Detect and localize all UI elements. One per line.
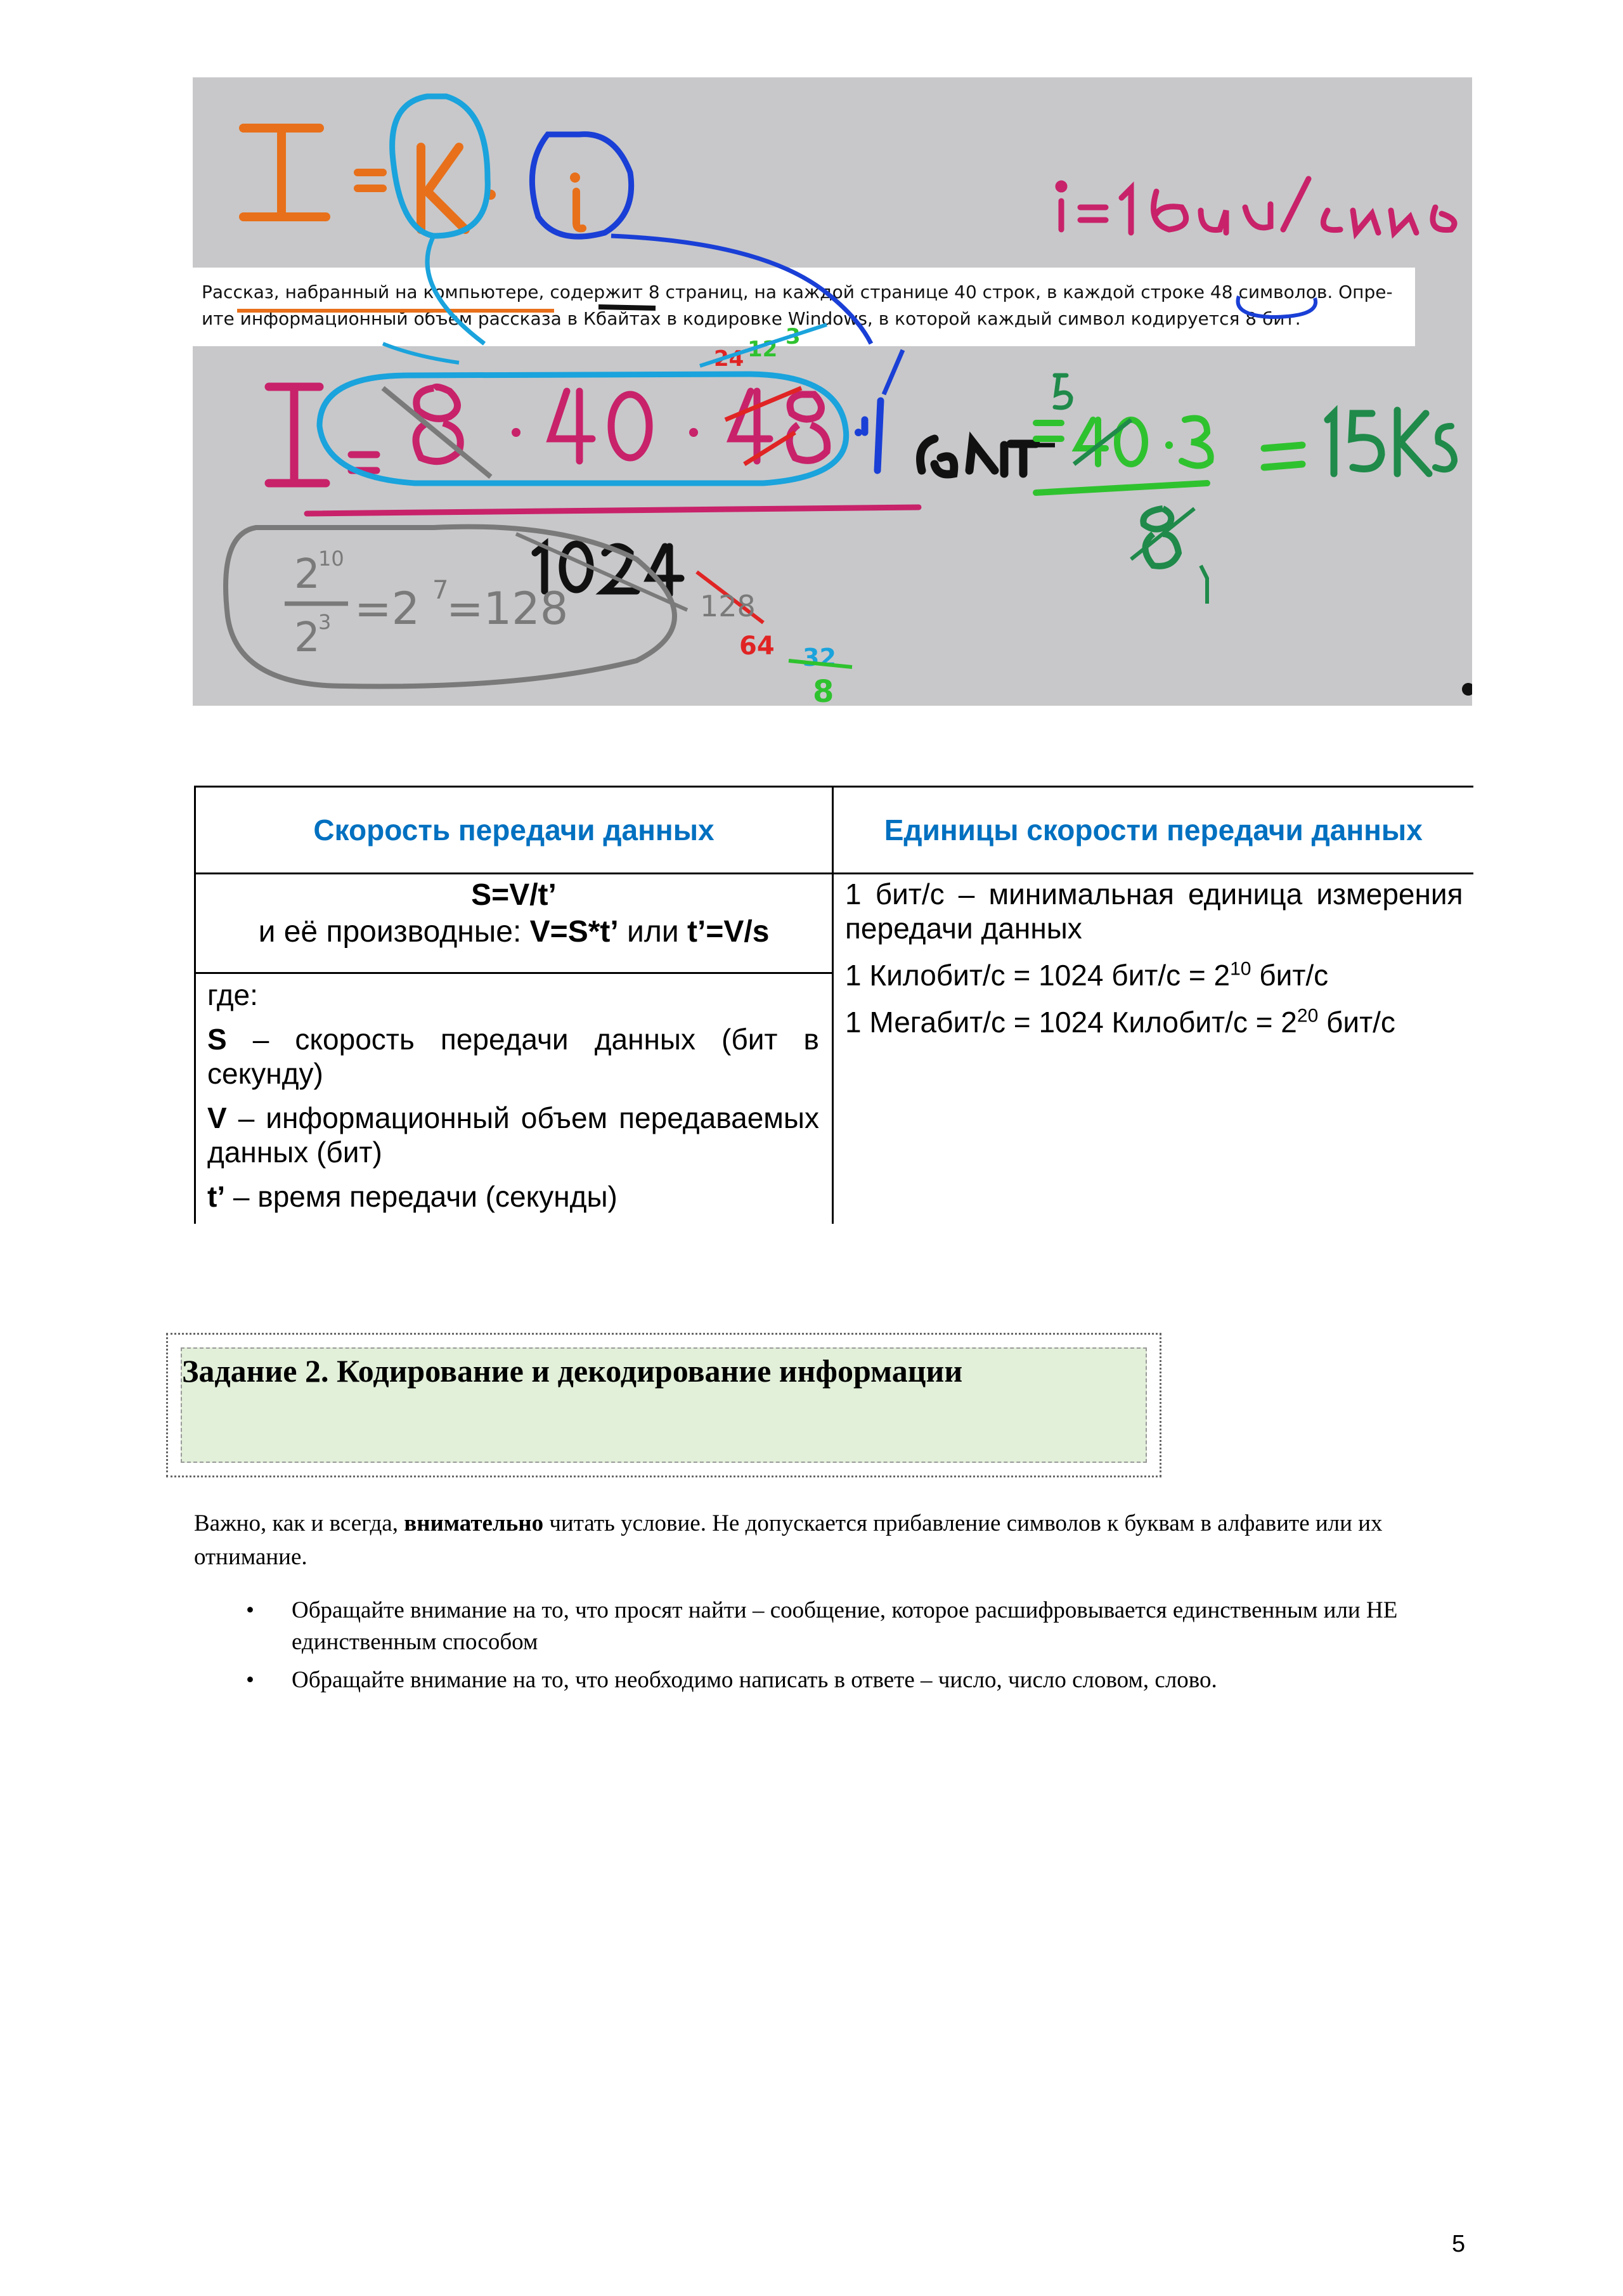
formula-derived-or: или xyxy=(618,915,688,949)
unit-kilobit xyxy=(845,958,1463,992)
step-8-text: 8 xyxy=(813,674,834,706)
intro-suffix: читать условие. Не допускается прибавление символов к буквам в алфавите или их отнимание. xyxy=(194,1510,1383,1570)
svg-text:3: 3 xyxy=(318,610,332,634)
svg-text:7: 7 xyxy=(432,576,449,605)
black-underline xyxy=(598,307,656,308)
formula-main: S=V/t’ xyxy=(471,878,557,912)
def-s-term: S xyxy=(207,1023,227,1056)
fraction-bar xyxy=(307,507,919,514)
task-tips-list xyxy=(194,1595,1472,1703)
formula-derived-v: V=S*t’ xyxy=(529,915,619,949)
task-text-line-2: ите информационный объем рассказа в Кбайтах в кодировке Windows, в которой каждый символ кодируется 8 бит. xyxy=(202,308,1301,329)
header-data-rate-units-text: Единицы скорости передачи данных xyxy=(884,814,1423,846)
def-v-text: – информационный объем передаваемых данных (бит) xyxy=(207,1101,819,1169)
list-item-text: Обращайте внимание на то, что необходимо написать в ответе – число, число словом, слово. xyxy=(292,1667,1217,1693)
data-rate-table xyxy=(194,786,1473,1224)
header-data-rate-units xyxy=(833,787,1473,874)
formula-derived xyxy=(196,914,832,950)
unit-megabit-text: 1 Мегабит/с = 1024 Килобит/с = 2 xyxy=(845,1006,1297,1039)
svg-text:12: 12 xyxy=(747,337,778,362)
cyan-circle-k xyxy=(392,96,488,236)
definitions-cell xyxy=(195,973,833,1224)
bullet-icon: • xyxy=(246,1597,254,1623)
list-item xyxy=(194,1595,1472,1658)
bullet-icon: • xyxy=(246,1667,254,1693)
blue-connector xyxy=(611,236,871,344)
intro-prefix: Важно, как и всегда, xyxy=(194,1510,404,1536)
unit-kilobit-exp: 10 xyxy=(1230,958,1251,980)
whiteboard-screenshot xyxy=(193,77,1472,706)
def-t-term: t’ xyxy=(207,1180,226,1213)
formula-cell xyxy=(195,874,833,973)
def-s-text: – скорость передачи данных (бит в секунду) xyxy=(207,1023,819,1090)
svg-text:=128: =128 xyxy=(446,583,569,635)
unit-megabit-suffix: бит/с xyxy=(1318,1006,1395,1039)
unit-bit-per-second: 1 бит/с – минимальная единица измерения передачи данных xyxy=(845,878,1463,945)
header-data-rate xyxy=(195,787,833,874)
cursor-dot xyxy=(1462,683,1472,696)
task-intro-paragraph xyxy=(194,1507,1472,1574)
intro-bold: внимательно xyxy=(404,1510,544,1536)
list-item-text: Обращайте внимание на то, что просят найти – сообщение, которое расшифровывается единственным или НЕ единственным способом xyxy=(292,1597,1398,1655)
def-v xyxy=(207,1101,819,1169)
svg-text:2: 2 xyxy=(294,614,320,661)
unit-kilobit-suffix: бит/с xyxy=(1251,959,1329,992)
unit-kilobit-text: 1 Килобит/с = 1024 бит/с = 2 xyxy=(845,959,1231,992)
note-i-byte-per-char xyxy=(1058,179,1454,233)
where-label: где: xyxy=(207,978,258,1011)
formula-derived-t: t’=V/s xyxy=(687,915,770,949)
formula-derived-prefix: и её производные: xyxy=(258,915,530,949)
formula-i-kxi xyxy=(243,96,871,344)
svg-text:3: 3 xyxy=(786,324,801,349)
def-v-term: V xyxy=(207,1101,227,1134)
svg-text:24: 24 xyxy=(714,346,744,372)
blue-circle-i xyxy=(532,134,631,237)
def-t xyxy=(207,1179,819,1214)
task-text-line-1: Рассказ, набранный на компьютере, содержит 8 страниц, на каждой странице 40 строк, в каждой строке 48 символов. Опре- xyxy=(202,282,1393,302)
cyan-connector xyxy=(427,236,484,344)
calc-line xyxy=(269,350,1055,514)
svg-text:10: 10 xyxy=(318,547,344,571)
task-heading-box xyxy=(166,1333,1161,1477)
def-t-text: – время передачи (секунды) xyxy=(225,1180,618,1213)
unit-megabit-exp: 20 xyxy=(1296,1005,1319,1027)
reduced-fraction xyxy=(1036,375,1454,604)
units-cell xyxy=(833,874,1473,1224)
unit-megabit xyxy=(845,1005,1463,1039)
header-data-rate-text: Скорость передачи данных xyxy=(313,814,715,846)
product-annotations xyxy=(383,324,827,372)
step-64-text: 64 xyxy=(739,632,775,661)
list-item xyxy=(194,1664,1472,1696)
step-128-text: 128 xyxy=(700,589,756,623)
blue-circle-8bit xyxy=(1238,296,1316,317)
def-s xyxy=(207,1022,819,1091)
svg-text:2: 2 xyxy=(294,551,320,598)
handwritten-notes xyxy=(193,77,1472,706)
step-32-text: 32 xyxy=(803,644,836,671)
task-heading-title: Задание 2. Кодирование и декодирование информации xyxy=(182,1353,963,1389)
page-number: 5 xyxy=(1452,2231,1466,2257)
svg-text:=2: =2 xyxy=(354,583,420,635)
